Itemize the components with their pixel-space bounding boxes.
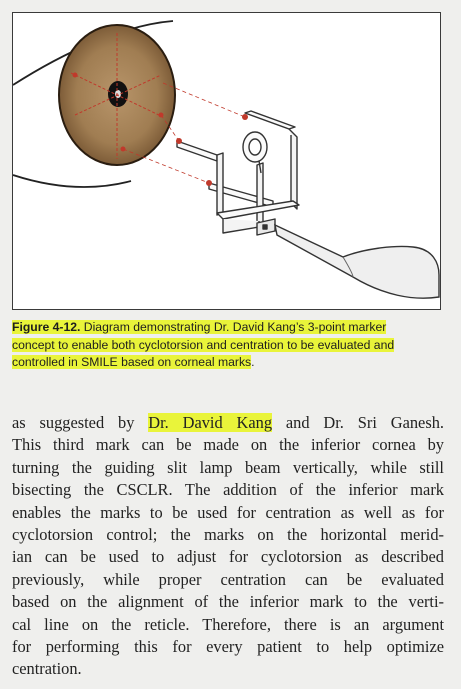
body-line: centration. [12,659,82,679]
body-line: cal line on the reticle. Therefore, there is an argument [12,614,444,634]
highlighted-name: Dr. David Kang [148,413,273,432]
body-line: turning the guiding slit lamp beam vertically, while still [12,457,444,477]
body-line: ian can be used to adjust for cyclotorsion as described [12,547,444,567]
body-line: This third mark can be made on the inferior cornea by [12,435,444,455]
lower-eyelid [13,175,131,187]
body-line: previously, while proper centration can be evaluated [12,569,444,589]
body-line-1: as suggested by Dr. David Kang and Dr. Sri Ganesh. [12,413,444,432]
body-line: bisecting the CSCLR. The addition of the inferior mark [12,480,444,500]
figure-frame [12,12,441,310]
body-paragraph [12,412,444,681]
marker-instrument [177,111,299,235]
marker-diagram [13,13,440,309]
body-line: for performing this for every patient to help optimize [12,637,444,657]
body-line: cyclotorsion control; the marks on the horizontal merid- [12,525,444,545]
body-line: enables the marks to be used for centration as well as for [12,502,444,522]
caption-end: . [251,355,255,369]
handle [275,225,439,298]
body-line: based on the alignment of the inferior mark to the verti- [12,592,444,612]
caption-line-2: concept to enable both cyclotorsion and centration to be evaluated and [12,337,395,352]
figure-label: Figure 4-12. [12,320,81,334]
figure-caption [12,319,452,372]
caption-line-3: controlled in SMILE based on corneal marks [12,355,252,369]
caption-line-1: Diagram demonstrating Dr. David Kang’s 3-point marker [80,320,387,334]
